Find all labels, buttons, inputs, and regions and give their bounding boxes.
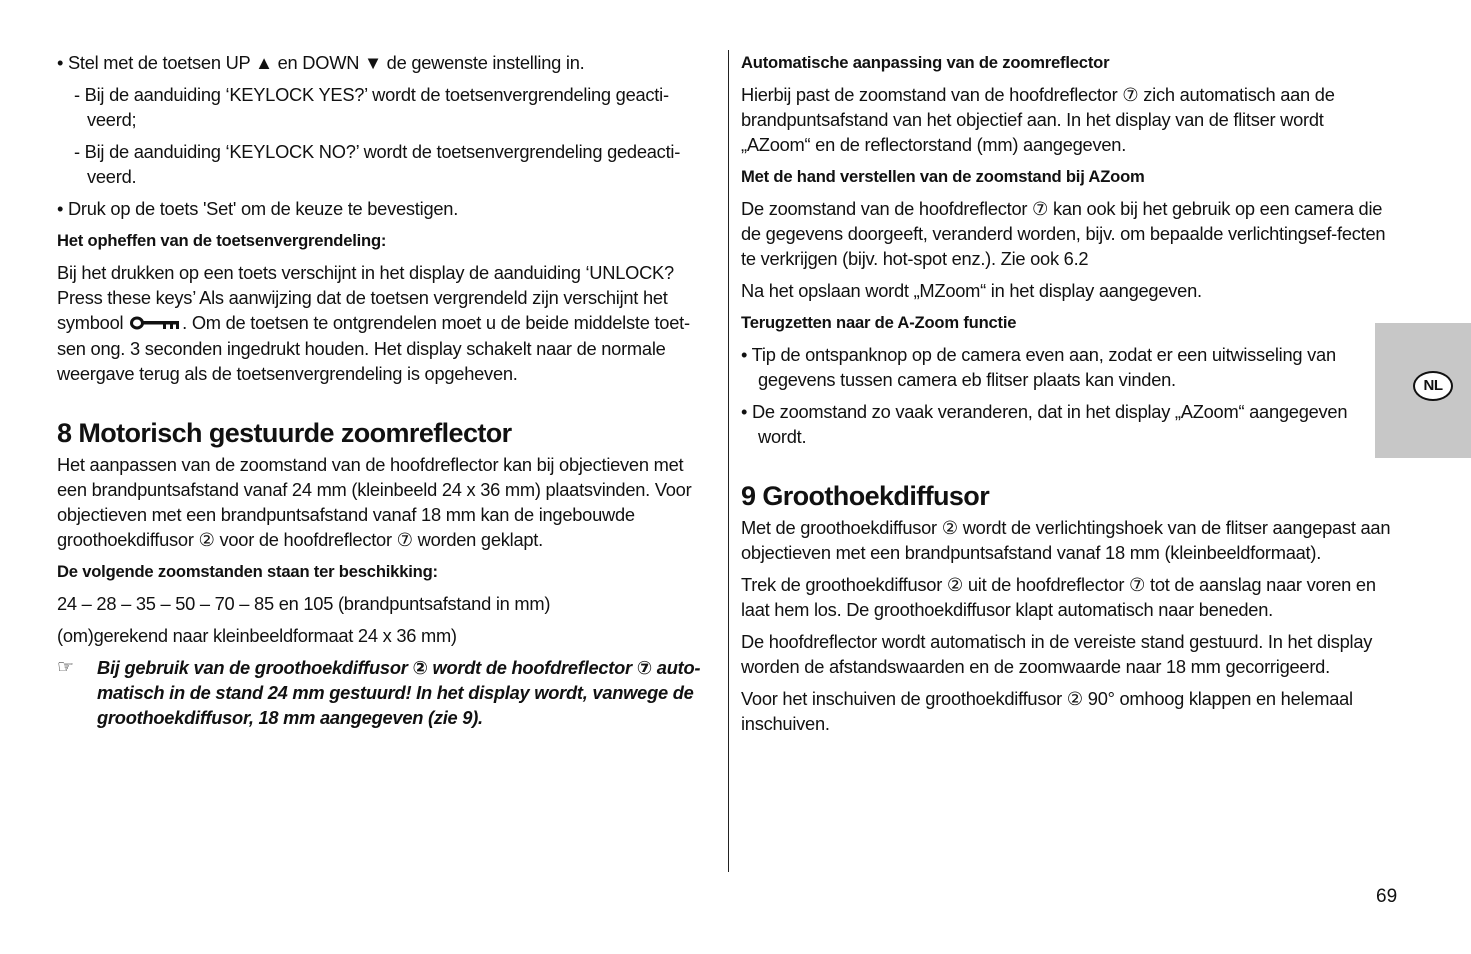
key-icon (130, 311, 180, 336)
paragraph-manual-zoom: De zoomstand van de hoofdreflector ⑦ kan ook bij het gebruik op een camera die de gegevens doorgeeft, veranderd worden, bijv. om bepaalde verlichtingsef-fecten te verkrijgen (bijv. hot-spot enz.). Zie ook 6.2 (741, 198, 1386, 269)
heading-reset-azoom: Terugzetten naar de A-Zoom functie (741, 313, 1017, 332)
section-9-title: 9 Groothoekdiffusor (741, 481, 990, 511)
right-column (741, 50, 1396, 736)
paragraph-9a: Met de groothoekdiffusor ② wordt de verlichtingshoek van de flitser aangepast aan objectieven met een brandpuntsafstand vanaf 18 mm (kleinbeeldformaat). (741, 517, 1391, 563)
unlock-text-b: . Om de toetsen te ontgrendelen moet u de beide middelste toet-sen ong. 3 seconden ingedrukt houden. Het display schakelt naar de normale weergave terug als de toetsenvergrendeling is opgeheven. (57, 312, 690, 384)
paragraph-unlock (57, 260, 712, 386)
heading-zoomstanden: De volgende zoomstanden staan ter beschikking: (57, 562, 438, 581)
bullet-set: • Druk op de toets 'Set' om de keuze te bevestigen. (57, 198, 459, 219)
dash-keylock-yes: - Bij de aanduiding ‘KEYLOCK YES?’ wordt de toetsenvergrendeling geacti-veerd; (74, 84, 669, 130)
heading-unlock: Het opheffen van de toetsenvergrendeling: (57, 231, 387, 250)
paragraph-mzoom: Na het opslaan wordt „MZoom“ in het display aangegeven. (741, 280, 1202, 301)
paragraph-9b: Trek de groothoekdiffusor ② uit de hoofdreflector ⑦ tot de aanslag naar voren en laat hem los. De groothoekdiffusor klapt automatisch naar beneden. (741, 574, 1376, 620)
note-text: Bij gebruik van de groothoekdiffusor ② wordt de hoofdreflector ⑦ auto-matisch in de stand 24 mm gestuurd! In het display wordt, vanwege de groothoekdiffusor, 18 mm aangegeven (zie 9). (97, 657, 701, 728)
bullet-reset-2: • De zoomstand zo vaak veranderen, dat in het display „AZoom“ aangegeven wordt. (741, 401, 1348, 447)
bullet-up-down: • Stel met de toetsen UP ▲ en DOWN ▼ de gewenste instelling in. (57, 52, 585, 73)
unlock-text-a: Bij het drukken op een toets verschijnt in het display de aanduiding ‘UNLOCK? Press these keys’ Als aanwijzing dat de toetsen vergrendeld zijn verschijnt het symbool (57, 262, 674, 333)
zoom-values: 24 – 28 – 35 – 50 – 70 – 85 en 105 (brandpuntsafstand in mm) (57, 593, 551, 614)
note-paragraph (57, 655, 712, 730)
paragraph-9d: Voor het inschuiven de groothoekdiffusor ② 90° omhoog klappen en helemaal inschuiven. (741, 688, 1353, 734)
language-tab (1375, 323, 1471, 458)
left-column (57, 50, 712, 730)
dash-keylock-no: - Bij de aanduiding ‘KEYLOCK NO?’ wordt de toetsenvergrendeling gedeacti-veerd. (74, 141, 681, 187)
zoom-format: (om)gerekend naar kleinbeeldformaat 24 x 36 mm) (57, 625, 457, 646)
language-badge: NL (1413, 371, 1453, 401)
heading-auto-zoom: Automatische aanpassing van de zoomreflector (741, 53, 1110, 72)
paragraph-8: Het aanpassen van de zoomstand van de hoofdreflector kan bij objectieven met een brandpuntsafstand vanaf 24 mm (kleinbeeld 24 x 36 mm) plaatsvinden. Voor objectieven met een brandpuntsafstand vanaf 18 mm kan de ingebouwde groothoekdiffusor ② voor de hoofdreflector ⑦ worden geklapt. (57, 454, 692, 550)
heading-manual-zoom: Met de hand verstellen van de zoomstand bij AZoom (741, 167, 1145, 186)
bullet-reset-1: • Tip de ontspanknop op de camera even aan, zodat er een uitwisseling van gegevens tussen camera eb flitser plaats kan vinden. (741, 344, 1336, 390)
paragraph-9c: De hoofdreflector wordt automatisch in de vereiste stand gestuurd. In het display worden de afstandswaarden en de zoomwaarde naar 18 mm gecorrigeerd. (741, 631, 1373, 677)
paragraph-auto-zoom: Hierbij past de zoomstand van de hoofdreflector ⑦ zich automatisch aan de brandpuntsafstand van het objectief aan. In het display van de flitser wordt „AZoom“ en de reflectorstand (mm) aangegeven. (741, 84, 1335, 155)
column-divider (728, 50, 729, 872)
section-8-title: 8 Motorisch gestuurde zoomreflector (57, 418, 512, 448)
pointing-hand-icon: ☞ (57, 657, 74, 678)
page-number: 69 (1376, 886, 1398, 907)
